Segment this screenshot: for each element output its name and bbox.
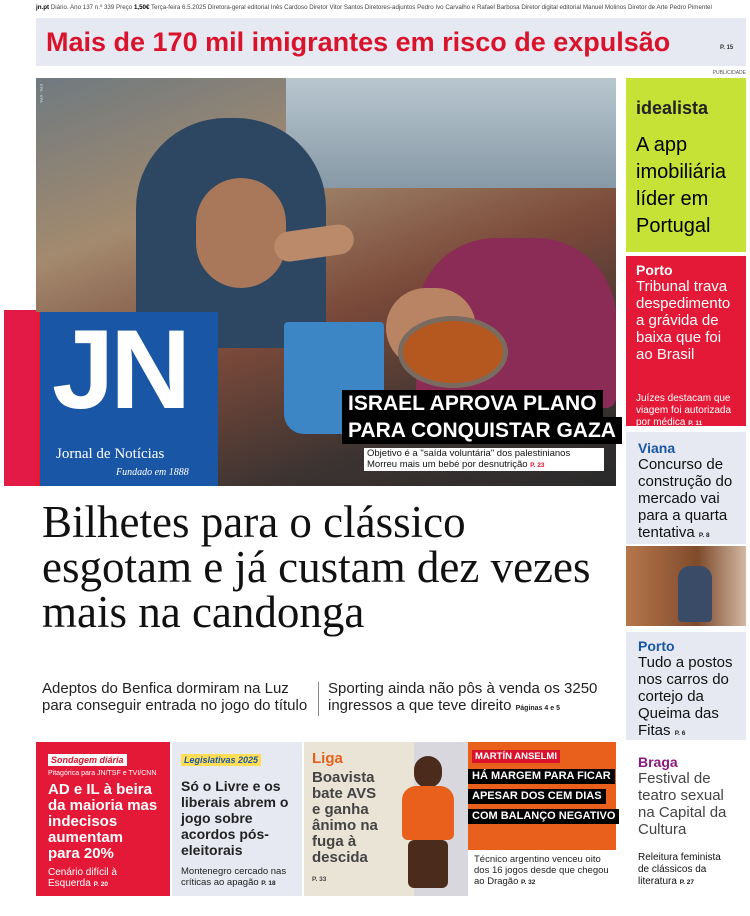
story-page: P. 18 — [261, 880, 276, 887]
story-sub-text: Cenário difícil à Esquerda — [48, 867, 117, 889]
story-page: P. 20 — [93, 881, 108, 888]
story-sub-text: Releitura feminista de clássicos da literatura — [638, 852, 721, 887]
anselmi-sub-text: Técnico argentino venceu oito dos 16 jogos desde que chegou ao Dragão — [474, 854, 609, 887]
sidebar-story-porto-queima[interactable] — [626, 632, 746, 740]
hero-subtitle — [364, 448, 604, 471]
price-label: Preço — [116, 4, 133, 11]
player-figure — [386, 746, 468, 896]
main-kicker-right — [328, 680, 620, 717]
hero-headline-line2: PARA CONQUISTAR GAZA — [342, 417, 622, 444]
story-page: P. 6 — [674, 730, 686, 737]
price: 1,50€ — [133, 4, 150, 11]
top-banner-page: P. 15 — [720, 45, 734, 51]
main-headline[interactable]: Bilhetes para o clássico esgotam e já custam dez vezes mais na candonga — [42, 497, 591, 637]
top-banner-headline: Mais de 170 mil imigrantes em risco de expulsão — [46, 27, 671, 57]
liga-page: P. 33 — [312, 876, 327, 883]
anselmi-line1: HÁ MARGEM PARA FICAR — [468, 769, 615, 784]
site-name: jn.pt — [36, 4, 50, 11]
ad-message: A app imobiliária líder em Portugal — [636, 134, 727, 237]
story-title — [638, 456, 734, 544]
photo-credit: EPA · EPA — [39, 84, 44, 103]
anselmi-page: P. 32 — [521, 879, 536, 886]
hero-sub-line2: Morreu mais um bebé por desnutrição — [367, 459, 528, 470]
top-banner[interactable] — [36, 18, 746, 66]
logo-red-bar — [36, 312, 40, 486]
player-shirt — [402, 786, 454, 840]
story-page: P. 11 — [688, 420, 703, 427]
logo-letters: JN — [52, 307, 188, 432]
sidebar-story-porto-court[interactable] — [626, 256, 746, 426]
hero-page: P. 23 — [530, 462, 545, 469]
sidebar-story-braga[interactable] — [626, 750, 746, 910]
sidebar-ad[interactable] — [626, 70, 746, 252]
jn-logo[interactable] — [36, 307, 218, 486]
hero-headline-line1: ISRAEL APROVA PLANO — [342, 390, 603, 417]
story-sub — [48, 867, 158, 889]
story-city: Braga — [638, 754, 678, 770]
hero-sub-line1: Objetivo é a "saída voluntária" dos palestinianos — [367, 448, 571, 459]
sidebar-photo — [626, 546, 746, 626]
main-kicker-left: Adeptos do Benfica dormiram na Luz para conseguir entrada no jogo do título — [42, 680, 308, 714]
logo-name: Jornal de Notícias — [56, 446, 165, 462]
story-title-text: Tudo a postos nos carros do cortejo da Queima das Fitas — [638, 654, 733, 739]
footer-story-elections[interactable] — [172, 742, 302, 896]
story-sub-text: Montenegro cercado nas críticas ao apagão — [181, 866, 287, 888]
sidebar-story-viana[interactable] — [626, 432, 746, 544]
staff-credits: Diretora-geral editorial Inês Cardoso Diretor Vitor Santos Diretores-adjuntos Pedro Ivo Carvalho e Rafael Barbosa Diretor digital editorial Manuel Molinos Diretor de Arte Pedro Pimentel — [207, 4, 712, 11]
ad-brand: idealista — [636, 98, 709, 118]
story-sub — [181, 866, 293, 889]
story-title — [638, 654, 734, 742]
story-city: Viana — [638, 440, 676, 456]
anselmi-sub — [468, 850, 616, 896]
masthead-strip — [36, 4, 746, 16]
issue-info: Diário. Ano 137 n.º 339 — [50, 4, 115, 11]
issue-date: Terça-feira 6.5.2025 — [151, 4, 207, 11]
anselmi-line2: APESAR DOS CEM DIAS — [468, 789, 606, 804]
kicker-divider — [318, 682, 319, 716]
hero-background — [286, 78, 616, 188]
logo-accent — [4, 310, 36, 486]
story-city: Porto — [638, 638, 675, 654]
anselmi-headline — [468, 766, 616, 826]
anselmi-name: MARTÍN ANSELMI — [472, 750, 560, 763]
footer-sports[interactable] — [304, 742, 616, 896]
story-page: P. 8 — [698, 532, 710, 539]
logo-founded: Fundado em 1888 — [116, 467, 189, 478]
story-title-text: Concurso de construção do mercado vai para a quarta tentativa — [638, 456, 733, 541]
story-title: Festival de teatro sexual na Capital da Cultura — [638, 770, 727, 838]
hero-caption[interactable] — [342, 390, 616, 470]
liga-title: Boavista bate AVS e ganha ânimo na fuga à descida — [312, 769, 378, 866]
story-tag: Sondagem diária — [48, 754, 127, 766]
footer-story-poll[interactable] — [36, 742, 170, 896]
player-head — [414, 756, 442, 788]
photo-figure — [678, 566, 712, 622]
hero-pot — [398, 316, 508, 388]
story-city: Porto — [636, 262, 673, 278]
hero-figure-face — [196, 178, 286, 288]
story-title: Só o Livre e os liberais abrem o jogo sobre acordos pós-eleitorais — [181, 778, 289, 858]
main-kicker-right-text: Sporting ainda não pôs à venda os 3250 ingressos a que teve direito — [328, 680, 598, 714]
story-title: AD e IL à beira da maioria mas indecisos aumentam para 20% — [48, 781, 158, 862]
story-sub — [638, 852, 734, 889]
story-page: P. 27 — [679, 879, 695, 886]
story-source: Pitagórica para JN/TSF e TVI/CNN — [48, 770, 157, 777]
story-sub — [636, 393, 736, 430]
anselmi-line3: COM BALANÇO NEGATIVO — [468, 809, 619, 824]
story-tag: Legislativas 2025 — [181, 754, 261, 766]
story-title: Tribunal trava despedimento a grávida de baixa que foi ao Brasil — [636, 278, 731, 363]
player-legs — [408, 840, 448, 888]
story-sub-text: Juízes destacam que viagem foi autorizada por médica — [636, 393, 732, 428]
main-pages: Páginas 4 e 5 — [515, 705, 560, 712]
liga-section: Liga — [312, 750, 343, 767]
ad-label: PUBLICIDADE — [712, 70, 746, 76]
